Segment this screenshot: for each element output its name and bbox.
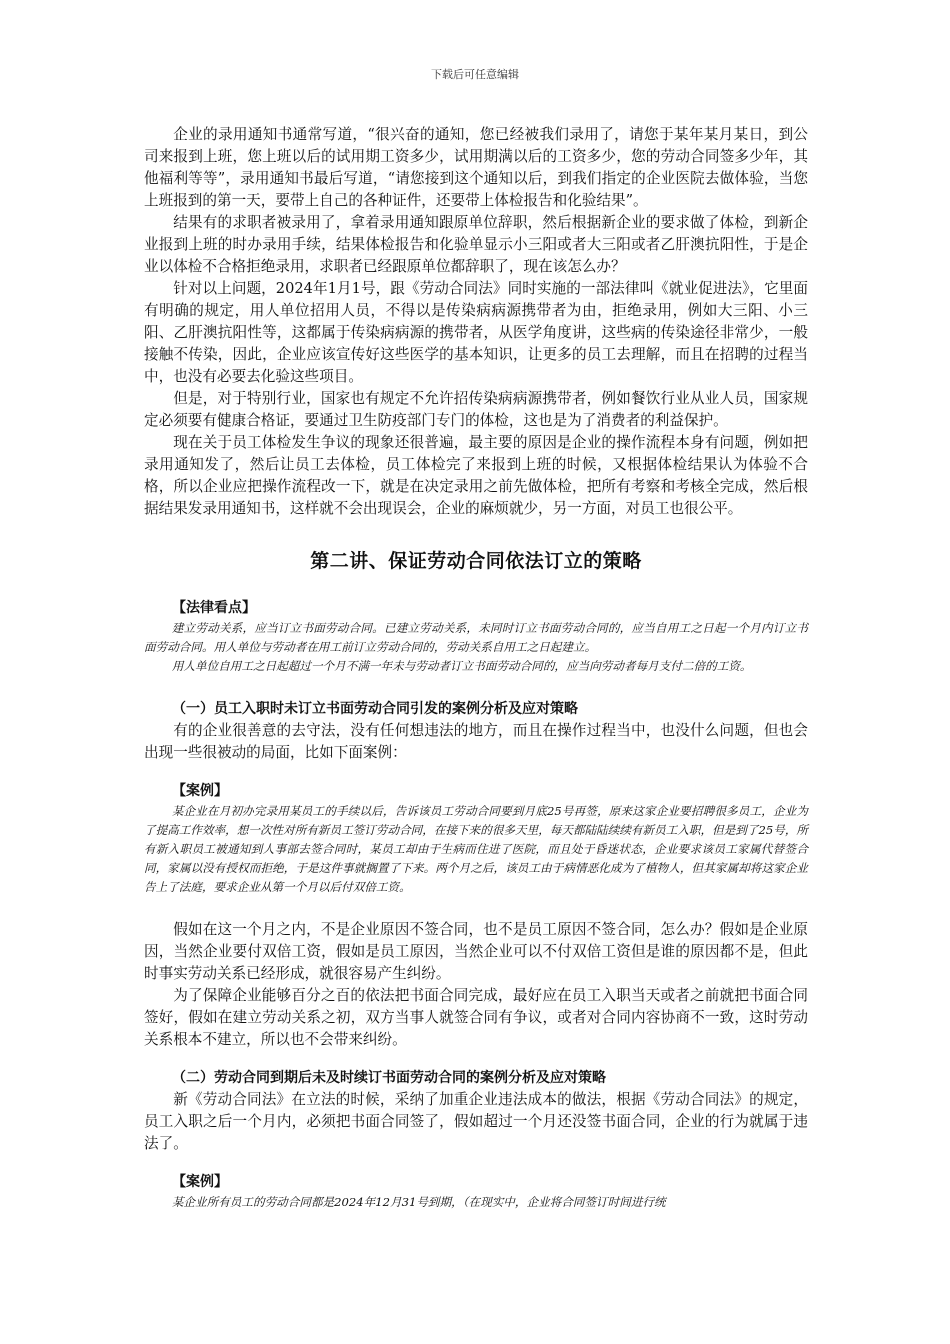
section-2-case-text: 某企业所有员工的劳动合同都是2024年12月31号到期，（在现实中，企业将合同签订时间进行统 <box>171 1195 666 1209</box>
section-1-paragraph: 有的企业很善意的去守法，没有任何想违法的地方，而且在操作过程当中，也没什么问题，但也会出现一些很被动的局面，比如下面案例： <box>144 722 808 761</box>
lecture-title: 第二讲、保证劳动合同依法订立的策略 <box>310 550 642 572</box>
intro-paragraph-3: 针对以上问题，2024年1月1号，跟《劳动合同法》同时实施的一部法律叫《就业促进法》，它里面有明确的规定，用人单位招用人员，不得以是传染病病源携带者为由，拒绝录用，例如大三阳、小三阳、乙肝澳抗阳性等，这都属于传染病病源的携带者，从医学角度讲，这些病的传染途径非常少，一般接触不传染，因此，企业应该宣传好这些医学的基本知识，让更多的员工去理解，而且在招聘的过程当中，也没有必要去化验这些项目。 <box>144 280 808 385</box>
law-point-paragraph-1: 建立劳动关系，应当订立书面劳动合同。已建立劳动关系，未同时订立书面劳动合同的，应当自用工之日起一个月内订立书面劳动合同。用人单位与劳动者在用工前订立劳动合同的，劳动关系自用工之日起建立。 <box>144 621 808 654</box>
section-1-case-text: 某企业在月初办完录用某员工的手续以后，告诉该员工劳动合同要到月底25号再签，原来这家企业要招聘很多员工，企业为了提高工作效率，想一次性对所有新员工签订劳动合同，在接下来的很多天里，每天都陆陆续续有新员工入职，但是到了25号，所有新入职员工被通知到人事部去签合同时，某员工却由于生病而住进了医院，而且处于昏迷状态，企业要求该员工家属代替签合同，家属以没有授权而拒绝，于是这件事就搁置了下来。两个月之后，该员工由于病情恶化成为了植物人，但其家属却将这家企业告上了法庭，要求企业从第一个月以后付双倍工资。 <box>144 804 809 894</box>
document-body <box>144 124 808 1212</box>
section-2-case-label: 【案例】 <box>172 1174 228 1190</box>
section-1-title: （一）员工入职时未订立书面劳动合同引发的案例分析及应对策略 <box>172 701 578 717</box>
intro-paragraph-5: 现在关于员工体检发生争议的现象还很普遍，最主要的原因是企业的操作流程本身有问题，例如把录用通知发了，然后让员工去体检，员工体检完了来报到上班的时候，又根据体检结果认为体验不合格，所以企业应把操作流程改一下，就是在决定录用之前先做体检，把所有考察和考核全完成，然后根据结果发录用通知书，这样就不会出现误会，企业的麻烦就少，另一方面，对员工也很公平。 <box>144 434 808 517</box>
section-2-title: （二）劳动合同到期后未及时续订书面劳动合同的案例分析及应对策略 <box>172 1070 606 1086</box>
section-1-case-label: 【案例】 <box>172 783 228 799</box>
section-1-after-paragraph-2: 为了保障企业能够百分之百的依法把书面合同完成，最好应在员工入职当天或者之前就把书面合同签好，假如在建立劳动关系之初，双方当事人就签合同有争议，或者对合同内容协商不一致，这时劳动关系根本不建立，所以也不会带来纠纷。 <box>144 987 808 1048</box>
intro-paragraph-2: 结果有的求职者被录用了，拿着录用通知跟原单位辞职，然后根据新企业的要求做了体检，到新企业报到上班的时办录用手续，结果体检报告和化验单显示小三阳或者大三阳或者乙肝澳抗阳性，于是企业以体检不合格拒绝录用，求职者已经跟原单位都辞职了，现在该怎么办？ <box>144 214 808 275</box>
law-point-paragraph-2: 用人单位自用工之日起超过一个月不满一年未与劳动者订立书面劳动合同的，应当向劳动者每月支付二倍的工资。 <box>171 659 752 673</box>
section-2-paragraph: 新《劳动合同法》在立法的时候，采纳了加重企业违法成本的做法，根据《劳动合同法》的规定，员工入职之后一个月内，必须把书面合同签了，假如超过一个月还没签书面合同，企业的行为就属于违法了。 <box>144 1091 808 1152</box>
page-header: 下载后可任意编辑 <box>431 68 519 81</box>
intro-paragraph-4: 但是，对于特别行业，国家也有规定不允许招传染病病源携带者，例如餐饮行业从业人员，国家规定必须要有健康合格证，要通过卫生防疫部门专门的体检，这也是为了消费者的利益保护。 <box>144 390 808 429</box>
law-points-label: 【法律看点】 <box>172 600 256 616</box>
intro-paragraph-1: 企业的录用通知书通常写道，“很兴奋的通知，您已经被我们录用了，请您于某年某月某日，到公司来报到上班，您上班以后的试用期工资多少，试用期满以后的工资多少，您的劳动合同签多少年，其他福利等等”，录用通知书最后写道，“请您接到这个通知以后，到我们指定的企业医院去做体验，当您上班报到的第一天，要带上自己的各种证件，还要带上体检报告和化验结果”。 <box>144 126 808 209</box>
section-1-after-paragraph-1: 假如在这一个月之内，不是企业原因不签合同，也不是员工原因不签合同，怎么办？假如是企业原因，当然企业要付双倍工资，假如是员工原因，当然企业可以不付双倍工资但是谁的原因都不是，但此时事实劳动关系已经形成，就很容易产生纠纷。 <box>144 921 808 982</box>
